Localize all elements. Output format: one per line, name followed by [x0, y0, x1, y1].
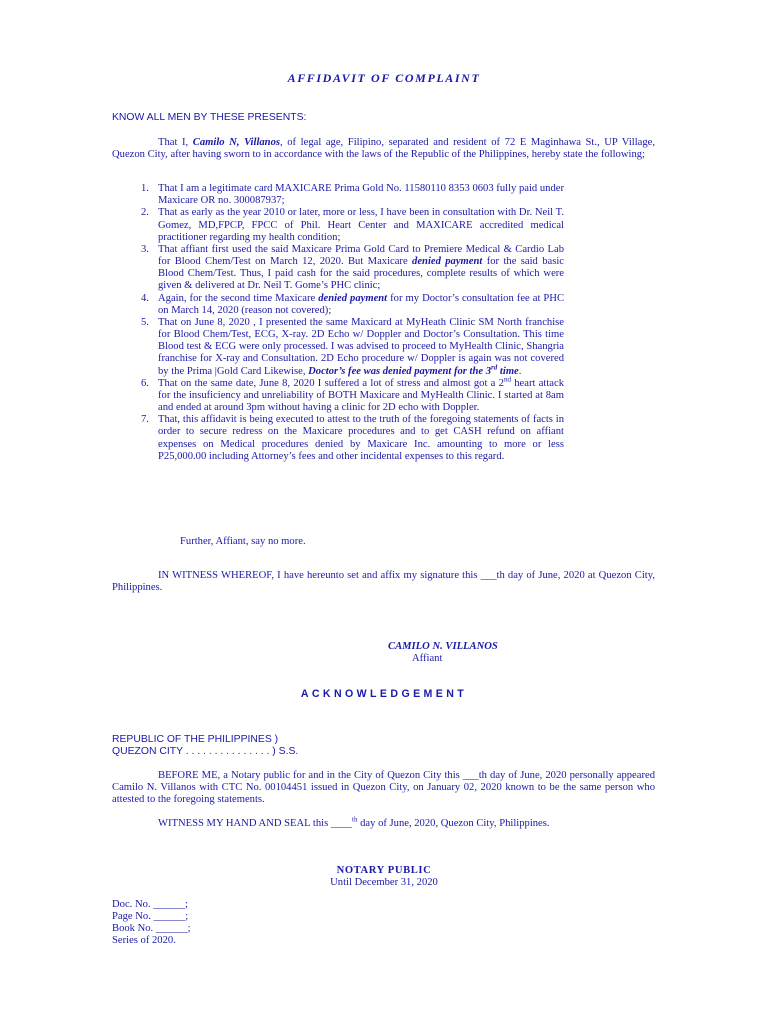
book-number-line: Book No. ______; — [112, 922, 191, 934]
item-text: That on June 8, 2020 , I presented the same Maxicard at MyHeath Clinic SM North franchise for Blood Chem/Test, ECG, X-ray. 2D Echo w/ Doppler and Doctor’s Consultation. This time Blood test & ECG were only processed. I was advised to proceed to MyHealth Clinic, Shangria franchise for X-ray and Consultation. 2D Echo procedure w/ Doppler is again was not covered by the Prima |Gold Card Likewise, — [158, 316, 564, 377]
item-text: That, this affidavit is being executed to attest to the truth of the foregoing statements of facts in order to secure redress on the Maxicare procedures and to get CASH refund on affiant expenses on Medical procedures denied by Maxicare Inc. amounting to more or less P25,000.00 including Attorney’s fees and other incidental expenses to this regard. — [158, 414, 564, 462]
superscript: rd — [491, 363, 498, 372]
item-text: That affiant first used the said Maxicare Prima Gold Card to Premiere Medical & Cardio Lab for Blood Chem/Test on March 12, 2020. But Maxicare — [158, 243, 564, 268]
emphasis-text: time — [497, 365, 519, 377]
complainant-name: Camilo N, Villanos — [192, 137, 280, 148]
list-item — [141, 414, 564, 463]
seal-text: WITNESS MY HAND AND SEAL this ____ — [158, 818, 353, 829]
acknowledgement-heading: ACKNOWLEDGEMENT — [300, 688, 468, 700]
item-text: That as early as the year 2010 or later, more or less, I have been in consultation with Dr. Neil T. Gomez, MD,FPCP, FPCC of Phil. Heart Center and MAXICARE accredited medical practitioner regarding my health condition; — [158, 207, 564, 243]
affiant-label: Affiant — [412, 653, 443, 664]
notary-public-heading: NOTARY PUBLIC — [336, 865, 432, 876]
statement-list — [141, 183, 565, 463]
item-number: 5. — [141, 316, 149, 328]
item-text: That I am a legitimate card MAXICARE Prima Gold No. 11580110 8353 0603 fully paid under Maxicare OR no. 300087937; — [158, 183, 564, 207]
item-text: for my Doctor’s consultation fee at PHC on March 14, 2020 (reason not covered); — [158, 292, 565, 316]
before-me-paragraph: BEFORE ME, a Notary public for and in the City of Quezon City this ___th day of June, 2020 personally appeared Camilo N. Villanos with CTC No. 00104451 issued in Quezon City, on January 02, 2020 known to be the same person who attested to the foregoing statements. — [112, 770, 655, 806]
item-number: 2. — [141, 207, 149, 219]
doc-number-line: Doc. No. ______; — [112, 899, 188, 910]
item-text: Again, for the second time Maxicare — [158, 292, 319, 304]
emphasis-text: denied payment — [318, 292, 388, 304]
item-text: for the said basic Blood Chem/Test. Thus, I paid cash for the said procedures, complete results of which were given & delivered at Dr. Neil T. Gome’s PHC clinic; — [158, 256, 564, 292]
item-text: . — [518, 365, 522, 377]
item-number: 7. — [141, 414, 149, 426]
list-item — [141, 292, 565, 317]
list-item — [141, 183, 564, 207]
superscript: th — [352, 815, 358, 824]
item-number: 4. — [141, 292, 149, 304]
page-number-line: Page No. ______; — [112, 910, 189, 922]
venue-republic: REPUBLIC OF THE PHILIPPINES ) — [112, 734, 279, 745]
series-line: Series of 2020. — [112, 934, 176, 946]
witness-hand-seal — [158, 815, 550, 830]
know-all-men-line: KNOW ALL MEN BY THESE PRESENTS: — [112, 112, 307, 123]
item-text: heart attack for the insuficiency and unreliability of BOTH Maxicare and MyHealth Clinic. I started at 8am and ended at around 3pm without having a clinic for 2D echo with Doppler. — [158, 377, 564, 414]
emphasis-text: denied payment — [412, 256, 483, 268]
superscript: nd — [503, 375, 511, 384]
item-number: 3. — [141, 243, 149, 255]
seal-text: day of June, 2020, Quezon City, Philippines. — [357, 818, 550, 829]
list-item — [141, 316, 564, 378]
intro-rest: , of legal age, Filipino, separated and resident of 72 E Maginhawa St., UP Village, Quezon City, after having sworn to in accordance with the laws of the Republic of the Philippines, hereby state the following; — [112, 137, 655, 161]
item-number: 6. — [141, 377, 149, 389]
list-item — [141, 243, 564, 293]
witness-whereof-paragraph: IN WITNESS WHEREOF, I have hereunto set and affix my signature this ___th day of June, 2020 at Quezon City, Philippines. — [112, 570, 655, 594]
item-number: 1. — [141, 183, 149, 194]
intro-lead: That I, — [158, 137, 193, 148]
notary-commission-until: Until December 31, 2020 — [330, 877, 438, 888]
list-item — [141, 207, 564, 244]
further-affiant-line: Further, Affiant, say no more. — [180, 536, 306, 547]
intro-paragraph — [112, 137, 655, 161]
document-record-block — [112, 899, 191, 946]
list-item — [141, 375, 564, 415]
document-title: AFFIDAVIT OF COMPLAINT — [287, 71, 481, 85]
affiant-name: CAMILO N. VILLANOS — [388, 641, 498, 652]
item-text: That on the same date, June 8, 2020 I suffered a lot of stress and almost got a 2 — [158, 377, 504, 389]
venue-city: QUEZON CITY . . . . . . . . . . . . . . . ) S.S. — [112, 746, 299, 757]
emphasis-text: Doctor’s fee was denied payment for the 3 — [308, 365, 492, 377]
